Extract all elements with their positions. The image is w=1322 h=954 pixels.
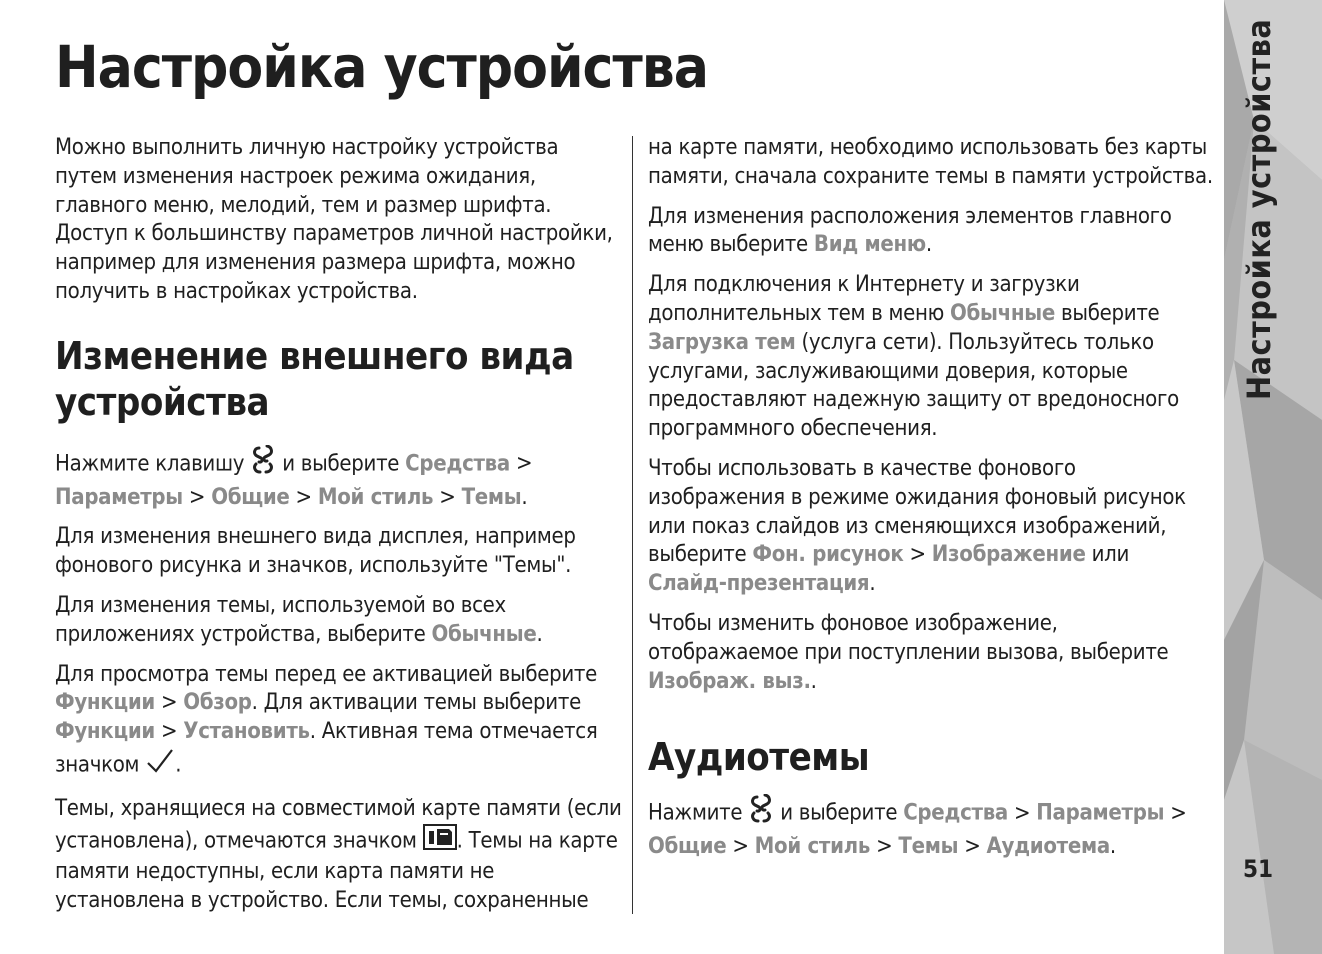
menu-item-general-menu: Обычные xyxy=(949,300,1056,326)
column-divider xyxy=(632,136,633,914)
menu-item-download-themes: Загрузка тем xyxy=(648,329,796,355)
paragraph-menu-view: Для изменения расположения элементов главного меню выберите Вид меню. xyxy=(648,203,1172,258)
menu-item-settings: Параметры xyxy=(55,484,183,510)
menu-item-options-2: Функции xyxy=(55,719,155,745)
right-column xyxy=(648,134,1213,873)
menu-item-preview: Обзор xyxy=(183,690,252,716)
menu-item-audio-theme: Аудиотема xyxy=(986,834,1110,860)
menu-item-slideshow: Слайд-презентация xyxy=(648,571,870,597)
paragraph-theme-change: Для изменения темы, используемой во всех приложениях устройства, выберите Обычные. xyxy=(55,592,543,647)
memory-card-icon xyxy=(423,824,457,859)
menu-key-icon-2 xyxy=(748,794,774,833)
left-column xyxy=(55,134,623,927)
menu-item-tools-2: Средства xyxy=(903,800,1008,826)
menu-item-options: Функции xyxy=(55,690,155,716)
menu-item-general-2: Общие xyxy=(648,834,727,860)
page-title: Настройка устройства xyxy=(55,33,708,101)
menu-item-call-image: Изображ. выз. xyxy=(648,668,811,694)
paragraph-memory-card: Темы, хранящиеся на совместимой карте памяти (если установлена), отмечаются значком . Темы на карте памяти недоступны, если карта памяти не установлена в устройство. Если темы, сохраненные xyxy=(55,795,622,914)
section-heading-audio: Аудиотемы xyxy=(648,735,870,780)
instruction-paragraph: Нажмите клавишу и выберите Средства >Параметры > Общие > Мой стиль > Темы. xyxy=(55,445,623,513)
menu-item-my-style: Мой стиль xyxy=(317,484,434,510)
paragraph-card-themes: на карте памяти, необходимо использовать без карты памяти, сначала сохраните темы в памяти устройства. xyxy=(648,135,1213,189)
menu-item-settings-2: Параметры xyxy=(1036,800,1165,826)
menu-item-wallpaper: Фон. рисунок xyxy=(752,542,904,568)
paragraph-wallpaper: Чтобы использовать в качестве фонового изображения в режиме ожидания фоновый рисунок или показ слайдов из сменяющихся изображений, выберите Фон. рисунок > Изображение или Слайд-презентация. xyxy=(648,455,1186,597)
menu-item-general-themes: Обычные xyxy=(431,621,537,647)
menu-item-themes-2: Темы xyxy=(898,834,959,860)
menu-item-my-style-2: Мой стиль xyxy=(754,834,871,860)
checkmark-icon xyxy=(145,747,175,784)
menu-item-image: Изображение xyxy=(931,542,1086,568)
menu-item-menu-view: Вид меню xyxy=(813,232,926,258)
paragraph-display: Для изменения внешнего вида дисплея, например фонового рисунка и значков, используйте "Темы". xyxy=(55,524,576,579)
page-number: 51 xyxy=(1243,855,1274,883)
menu-item-general: Общие xyxy=(211,484,290,510)
paragraph-preview: Для просмотра темы перед ее активацией выберите Функции > Обзор. Для активации темы выберите Функции > Установить. Активная тема отмечается значком . xyxy=(55,661,623,784)
intro-paragraph: Можно выполнить личную настройку устройства путем изменения настроек режима ожидания, главного меню, мелодий, тем и размер шрифта. Доступ к большинству параметров личной настройки, например для изменения размера шрифта, можно получить в настройках устройства. xyxy=(55,135,613,304)
paragraph-call-image: Чтобы изменить фоновое изображение, отображаемое при поступлении вызова, выберите Изображ. выз.. xyxy=(648,610,1169,694)
menu-item-themes: Темы xyxy=(461,484,522,510)
paragraph-audio-themes: Нажмите и выберите Средства > Параметры >Общие > Мой стиль > Темы > Аудиотема. xyxy=(648,794,1213,862)
paragraph-download: Для подключения к Интернету и загрузки дополнительных тем в меню Обычные выберите Загрузка тем (услуга сети). Пользуйтесь только услугами, заслуживающими доверия, которые предоставляют надежную защиту от вредоносного программного обеспечения. xyxy=(648,272,1179,442)
menu-key-icon xyxy=(250,445,276,484)
menu-item-tools: Средства xyxy=(405,451,510,477)
menu-item-apply: Установить xyxy=(183,719,310,745)
section-heading-appearance: Изменение внешнего вида устройства xyxy=(55,333,574,424)
side-title: Настройка устройства xyxy=(1240,18,1278,400)
